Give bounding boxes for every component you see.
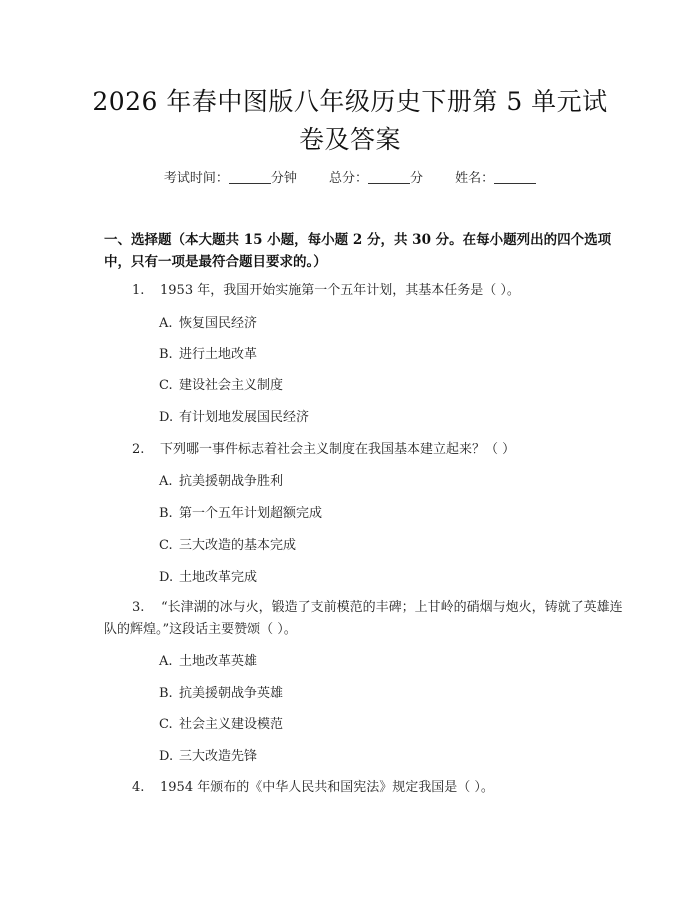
option-text: 建设社会主义制度	[179, 378, 284, 393]
option-2a[interactable]	[159, 472, 283, 492]
exam-time-label: 考试时间：	[163, 171, 229, 186]
option-letter: B.	[159, 347, 173, 362]
option-text: 抗美援朝战争英雄	[179, 686, 284, 701]
option-text: 有计划地发展国民经济	[179, 410, 310, 425]
option-3b[interactable]	[159, 684, 283, 704]
question-3	[104, 597, 624, 641]
option-3a[interactable]	[159, 652, 257, 672]
total-score-unit: 分	[410, 171, 424, 186]
option-text: 进行土地改革	[179, 347, 258, 362]
option-2c[interactable]	[159, 536, 296, 556]
question-1	[132, 281, 520, 301]
option-letter: D.	[159, 749, 174, 764]
question-4	[132, 778, 494, 798]
option-letter: C.	[159, 538, 173, 553]
total-score-label: 总分：	[328, 171, 368, 186]
question-text: “长津湖的冰与火，锻造了支前模范的丰碑；上甘岭的硝烟与炮火，铸就了英雄连队的辉煌。”这段话主要赞颂（ ）。	[104, 600, 623, 637]
option-letter: C.	[159, 378, 173, 393]
question-number: 4.	[132, 780, 145, 795]
option-text: 土地改革完成	[179, 570, 258, 585]
option-letter: D.	[159, 570, 174, 585]
option-letter: C.	[159, 717, 173, 732]
question-2	[132, 440, 515, 460]
question-number: 2.	[132, 442, 145, 457]
exam-title-line2: 卷及答案	[298, 125, 401, 154]
option-3c[interactable]	[159, 715, 283, 735]
option-1b[interactable]	[159, 345, 257, 365]
option-letter: A.	[159, 654, 173, 669]
option-text: 社会主义建设模范	[179, 717, 284, 732]
option-text: 三大改造先锋	[179, 749, 258, 764]
option-letter: A.	[159, 316, 173, 331]
option-text: 三大改造的基本完成	[179, 538, 297, 553]
option-text: 恢复国民经济	[179, 316, 258, 331]
option-text: 土地改革英雄	[179, 654, 258, 669]
option-1a[interactable]	[159, 314, 257, 334]
question-number: 3.	[132, 600, 145, 615]
total-score-blank[interactable]	[368, 169, 410, 184]
option-2b[interactable]	[159, 504, 322, 524]
option-letter: D.	[159, 410, 174, 425]
option-2d[interactable]	[159, 568, 257, 588]
name-blank[interactable]	[494, 169, 536, 184]
option-letter: B.	[159, 686, 173, 701]
option-letter: B.	[159, 506, 173, 521]
exam-title-line1: 2026 年春中图版八年级历史下册第 5 单元试	[92, 87, 608, 116]
option-letter: A.	[159, 474, 173, 489]
exam-info-row	[0, 169, 700, 188]
option-1c[interactable]	[159, 376, 283, 396]
question-text: 1954 年颁布的《中华人民共和国宪法》规定我国是（ ）。	[160, 780, 494, 795]
option-3d[interactable]	[159, 747, 257, 767]
question-text: 1953 年，我国开始实施第一个五年计划，其基本任务是（ ）。	[160, 283, 520, 298]
option-1d[interactable]	[159, 408, 309, 428]
option-text: 抗美援朝战争胜利	[179, 474, 284, 489]
section-heading: 一、选择题（本大题共 15 小题，每小题 2 分，共 30 分。在每小题列出的四个选项中，只有一项是最符合题目要求的。）	[104, 232, 612, 270]
exam-time-blank[interactable]	[229, 169, 271, 184]
option-text: 第一个五年计划超额完成	[179, 506, 323, 521]
exam-time-unit: 分钟	[270, 171, 297, 186]
exam-time-field	[164, 169, 297, 188]
question-number: 1.	[132, 283, 145, 298]
name-label: 姓名：	[455, 171, 495, 186]
name-field	[455, 169, 536, 188]
total-score-field	[329, 169, 423, 188]
question-text: 下列哪一事件标志着社会主义制度在我国基本建立起来？（ ）	[160, 442, 516, 457]
